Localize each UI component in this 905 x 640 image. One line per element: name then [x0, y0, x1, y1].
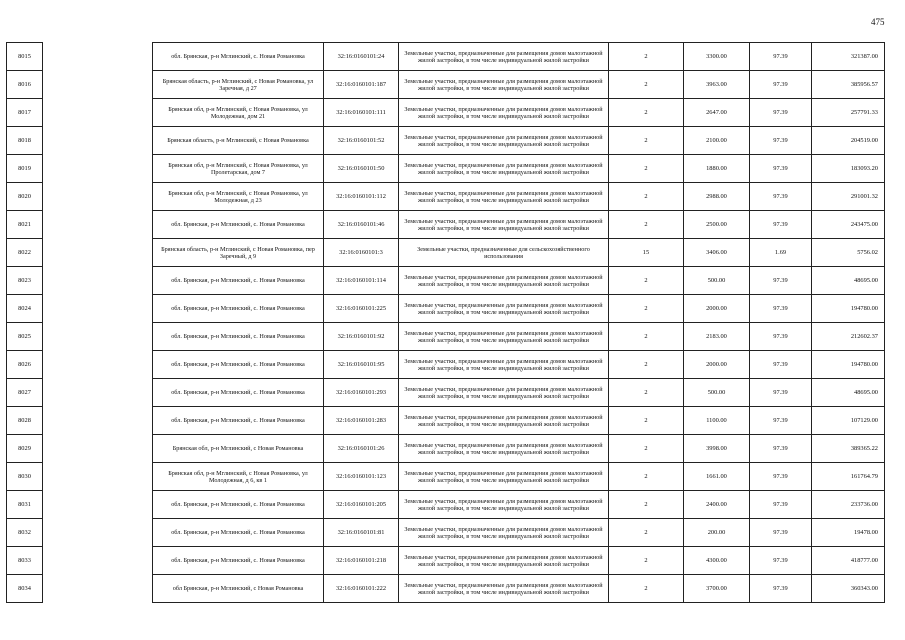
spacer-cell — [43, 43, 153, 71]
record-number-cell: 8025 — [7, 323, 43, 351]
table-row — [7, 351, 885, 379]
spacer-cell — [43, 295, 153, 323]
cadastral-value-cell: 389365.22 — [812, 435, 885, 463]
land-use-cell: Земельные участки, предназначенные для размещения домов малоэтажной жилой застройки, в том числе индивидуальной жилой застройки — [399, 43, 609, 71]
land-use-cell: Земельные участки, предназначенные для размещения домов малоэтажной жилой застройки, в том числе индивидуальной жилой застройки — [399, 351, 609, 379]
unit-value-cell: 97.39 — [750, 351, 812, 379]
cadastral-number-cell: 32:16:0160101:52 — [324, 127, 399, 155]
cadastral-value-cell: 418777.00 — [812, 547, 885, 575]
area-cell: 3998.00 — [684, 435, 750, 463]
spacer-cell — [43, 463, 153, 491]
cadastral-value-cell: 385956.57 — [812, 71, 885, 99]
record-number-cell: 8015 — [7, 43, 43, 71]
use-group-cell: 15 — [609, 239, 684, 267]
table-row — [7, 491, 885, 519]
cadastral-value-cell: 19478.00 — [812, 519, 885, 547]
cadastral-number-cell: 32:16:0160101:225 — [324, 295, 399, 323]
table-row — [7, 183, 885, 211]
record-number-cell: 8022 — [7, 239, 43, 267]
unit-value-cell: 97.39 — [750, 211, 812, 239]
unit-value-cell: 97.39 — [750, 155, 812, 183]
unit-value-cell: 97.39 — [750, 407, 812, 435]
spacer-cell — [43, 575, 153, 603]
area-cell: 2988.00 — [684, 183, 750, 211]
land-use-cell: Земельные участки, предназначенные для размещения домов малоэтажной жилой застройки, в том числе индивидуальной жилой застройки — [399, 323, 609, 351]
record-number-cell: 8031 — [7, 491, 43, 519]
unit-value-cell: 97.39 — [750, 323, 812, 351]
cadastral-value-cell: 360343.00 — [812, 575, 885, 603]
cadastral-value-cell: 161764.79 — [812, 463, 885, 491]
area-cell: 4300.00 — [684, 547, 750, 575]
table-row — [7, 43, 885, 71]
page-number: 475 — [871, 17, 885, 27]
address-cell: обл. Брянская, р-н Мглинский, с. Новая Романовка — [153, 323, 324, 351]
land-use-cell: Земельные участки, предназначенные для размещения домов малоэтажной жилой застройки, в том числе индивидуальной жилой застройки — [399, 267, 609, 295]
land-use-cell: Земельные участки, предназначенные для размещения домов малоэтажной жилой застройки, в том числе индивидуальной жилой застройки — [399, 407, 609, 435]
record-number-cell: 8023 — [7, 267, 43, 295]
land-use-cell: Земельные участки, предназначенные для размещения домов малоэтажной жилой застройки, в том числе индивидуальной жилой застройки — [399, 211, 609, 239]
use-group-cell: 2 — [609, 183, 684, 211]
table-row — [7, 239, 885, 267]
table-row — [7, 519, 885, 547]
use-group-cell: 2 — [609, 547, 684, 575]
table-row — [7, 211, 885, 239]
cadastral-number-cell: 32:16:0160101:114 — [324, 267, 399, 295]
spacer-cell — [43, 547, 153, 575]
spacer-cell — [43, 519, 153, 547]
table-row — [7, 463, 885, 491]
unit-value-cell: 97.39 — [750, 183, 812, 211]
cadastral-value-cell: 107129.00 — [812, 407, 885, 435]
use-group-cell: 2 — [609, 211, 684, 239]
area-cell: 3700.00 — [684, 575, 750, 603]
land-use-cell: Земельные участки, предназначенные для размещения домов малоэтажной жилой застройки, в том числе индивидуальной жилой застройки — [399, 491, 609, 519]
cadastral-number-cell: 32:16:0160101:50 — [324, 155, 399, 183]
cadastral-value-cell: 194780.00 — [812, 351, 885, 379]
area-cell: 500.00 — [684, 267, 750, 295]
unit-value-cell: 97.39 — [750, 71, 812, 99]
record-number-cell: 8024 — [7, 295, 43, 323]
land-use-cell: Земельные участки, предназначенные для размещения домов малоэтажной жилой застройки, в том числе индивидуальной жилой застройки — [399, 519, 609, 547]
spacer-cell — [43, 239, 153, 267]
land-registry-table — [6, 42, 885, 603]
address-cell: Брянская обл, р-н Мглинский, с Новая Романовка, ул Молодежная, д 23 — [153, 183, 324, 211]
use-group-cell: 2 — [609, 463, 684, 491]
cadastral-number-cell: 32:16:0160101:218 — [324, 547, 399, 575]
unit-value-cell: 97.39 — [750, 491, 812, 519]
address-cell: обл. Брянская, р-н Мглинский, с. Новая Романовка — [153, 379, 324, 407]
record-number-cell: 8033 — [7, 547, 43, 575]
area-cell: 2400.00 — [684, 491, 750, 519]
cadastral-number-cell: 32:16:0160101:293 — [324, 379, 399, 407]
land-use-cell: Земельные участки, предназначенные для размещения домов малоэтажной жилой застройки, в том числе индивидуальной жилой застройки — [399, 435, 609, 463]
record-number-cell: 8032 — [7, 519, 43, 547]
unit-value-cell: 97.39 — [750, 575, 812, 603]
cadastral-value-cell: 5756.02 — [812, 239, 885, 267]
address-cell: Брянская обл, р-н Мглинский, с Новая Романовка, ул Молодежная, дом 21 — [153, 99, 324, 127]
cadastral-value-cell: 194780.00 — [812, 295, 885, 323]
address-cell: обл Брянская, р-н Мглинский, с Новая Романовка — [153, 575, 324, 603]
unit-value-cell: 1.69 — [750, 239, 812, 267]
unit-value-cell: 97.39 — [750, 267, 812, 295]
use-group-cell: 2 — [609, 379, 684, 407]
address-cell: обл. Брянская, р-н Мглинский, с. Новая Романовка — [153, 267, 324, 295]
record-number-cell: 8034 — [7, 575, 43, 603]
address-cell: обл. Брянская, р-н Мглинский, с. Новая Романовка — [153, 351, 324, 379]
address-cell: обл. Брянская, р-н Мглинский, с. Новая Романовка — [153, 519, 324, 547]
address-cell: обл. Брянская, р-н Мглинский, с. Новая Романовка — [153, 295, 324, 323]
cadastral-value-cell: 183093.20 — [812, 155, 885, 183]
use-group-cell: 2 — [609, 491, 684, 519]
land-use-cell: Земельные участки, предназначенные для размещения домов малоэтажной жилой застройки, в том числе индивидуальной жилой застройки — [399, 295, 609, 323]
use-group-cell: 2 — [609, 519, 684, 547]
land-use-cell: Земельные участки, предназначенные для размещения домов малоэтажной жилой застройки, в том числе индивидуальной жилой застройки — [399, 575, 609, 603]
area-cell: 2500.00 — [684, 211, 750, 239]
use-group-cell: 2 — [609, 127, 684, 155]
table-row — [7, 407, 885, 435]
cadastral-number-cell: 32:16:0160101:3 — [324, 239, 399, 267]
cadastral-number-cell: 32:16:0160101:222 — [324, 575, 399, 603]
spacer-cell — [43, 127, 153, 155]
table-row — [7, 379, 885, 407]
cadastral-number-cell: 32:16:0160101:112 — [324, 183, 399, 211]
cadastral-number-cell: 32:16:0160101:111 — [324, 99, 399, 127]
cadastral-number-cell: 32:16:0160101:123 — [324, 463, 399, 491]
land-use-cell: Земельные участки, предназначенные для размещения домов малоэтажной жилой застройки, в том числе индивидуальной жилой застройки — [399, 379, 609, 407]
record-number-cell: 8019 — [7, 155, 43, 183]
table-row — [7, 155, 885, 183]
unit-value-cell: 97.39 — [750, 379, 812, 407]
use-group-cell: 2 — [609, 575, 684, 603]
address-cell: Брянская обл, р-н Мглинский, с Новая Романовка, ул Молодежная, д 6, кв 1 — [153, 463, 324, 491]
table-row — [7, 267, 885, 295]
area-cell: 1880.00 — [684, 155, 750, 183]
table-row — [7, 127, 885, 155]
record-number-cell: 8028 — [7, 407, 43, 435]
cadastral-value-cell: 243475.00 — [812, 211, 885, 239]
use-group-cell: 2 — [609, 99, 684, 127]
spacer-cell — [43, 323, 153, 351]
spacer-cell — [43, 267, 153, 295]
unit-value-cell: 97.39 — [750, 99, 812, 127]
cadastral-number-cell: 32:16:0160101:46 — [324, 211, 399, 239]
cadastral-value-cell: 233736.00 — [812, 491, 885, 519]
area-cell: 3406.00 — [684, 239, 750, 267]
land-use-cell: Земельные участки, предназначенные для размещения домов малоэтажной жилой застройки, в том числе индивидуальной жилой застройки — [399, 547, 609, 575]
area-cell: 2183.00 — [684, 323, 750, 351]
unit-value-cell: 97.39 — [750, 463, 812, 491]
record-number-cell: 8020 — [7, 183, 43, 211]
address-cell: Брянская обл, р-н Мглинский, с Новая Романовка — [153, 435, 324, 463]
cadastral-number-cell: 32:16:0160101:26 — [324, 435, 399, 463]
land-use-cell: Земельные участки, предназначенные для размещения домов малоэтажной жилой застройки, в том числе индивидуальной жилой застройки — [399, 463, 609, 491]
record-number-cell: 8018 — [7, 127, 43, 155]
spacer-cell — [43, 379, 153, 407]
cadastral-value-cell: 212602.37 — [812, 323, 885, 351]
cadastral-number-cell: 32:16:0160101:95 — [324, 351, 399, 379]
cadastral-number-cell: 32:16:0160101:187 — [324, 71, 399, 99]
use-group-cell: 2 — [609, 267, 684, 295]
unit-value-cell: 97.39 — [750, 127, 812, 155]
land-use-cell: Земельные участки, предназначенные для размещения домов малоэтажной жилой застройки, в том числе индивидуальной жилой застройки — [399, 71, 609, 99]
cadastral-value-cell: 257791.33 — [812, 99, 885, 127]
cadastral-number-cell: 32:16:0160101:283 — [324, 407, 399, 435]
address-cell: Брянская область, р-н Мглинский, с Новая Романовка — [153, 127, 324, 155]
record-number-cell: 8017 — [7, 99, 43, 127]
use-group-cell: 2 — [609, 295, 684, 323]
spacer-cell — [43, 71, 153, 99]
cadastral-value-cell: 291001.32 — [812, 183, 885, 211]
use-group-cell: 2 — [609, 323, 684, 351]
cadastral-number-cell: 32:16:0160101:81 — [324, 519, 399, 547]
table-body — [7, 43, 885, 603]
land-use-cell: Земельные участки, предназначенные для размещения домов малоэтажной жилой застройки, в том числе индивидуальной жилой застройки — [399, 183, 609, 211]
land-use-cell: Земельные участки, предназначенные для сельскохозяйственного использования — [399, 239, 609, 267]
table-row — [7, 547, 885, 575]
land-use-cell: Земельные участки, предназначенные для размещения домов малоэтажной жилой застройки, в том числе индивидуальной жилой застройки — [399, 127, 609, 155]
table-row — [7, 575, 885, 603]
spacer-cell — [43, 435, 153, 463]
use-group-cell: 2 — [609, 351, 684, 379]
address-cell: обл. Брянская, р-н Мглинский, с. Новая Романовка — [153, 43, 324, 71]
area-cell: 200.00 — [684, 519, 750, 547]
spacer-cell — [43, 351, 153, 379]
land-use-cell: Земельные участки, предназначенные для размещения домов малоэтажной жилой застройки, в том числе индивидуальной жилой застройки — [399, 155, 609, 183]
land-use-cell: Земельные участки, предназначенные для размещения домов малоэтажной жилой застройки, в том числе индивидуальной жилой застройки — [399, 99, 609, 127]
address-cell: Брянская область, р-н Мглинский, с Новая Романовка, ул Заречная, д 27 — [153, 71, 324, 99]
spacer-cell — [43, 407, 153, 435]
record-number-cell: 8026 — [7, 351, 43, 379]
area-cell: 3963.00 — [684, 71, 750, 99]
address-cell: обл. Брянская, р-н Мглинский, с. Новая Романовка — [153, 491, 324, 519]
area-cell: 2100.00 — [684, 127, 750, 155]
record-number-cell: 8030 — [7, 463, 43, 491]
unit-value-cell: 97.39 — [750, 435, 812, 463]
cadastral-number-cell: 32:16:0160101:24 — [324, 43, 399, 71]
use-group-cell: 2 — [609, 43, 684, 71]
unit-value-cell: 97.39 — [750, 547, 812, 575]
area-cell: 2000.00 — [684, 295, 750, 323]
area-cell: 3300.00 — [684, 43, 750, 71]
use-group-cell: 2 — [609, 407, 684, 435]
record-number-cell: 8021 — [7, 211, 43, 239]
table-row — [7, 295, 885, 323]
spacer-cell — [43, 99, 153, 127]
use-group-cell: 2 — [609, 71, 684, 99]
area-cell: 2000.00 — [684, 351, 750, 379]
area-cell: 500.00 — [684, 379, 750, 407]
spacer-cell — [43, 183, 153, 211]
cadastral-value-cell: 204519.00 — [812, 127, 885, 155]
area-cell: 2647.00 — [684, 99, 750, 127]
area-cell: 1100.00 — [684, 407, 750, 435]
address-cell: обл. Брянская, р-н Мглинский, с. Новая Романовка — [153, 211, 324, 239]
unit-value-cell: 97.39 — [750, 43, 812, 71]
spacer-cell — [43, 155, 153, 183]
use-group-cell: 2 — [609, 155, 684, 183]
address-cell: обл. Брянская, р-н Мглинский, с. Новая Романовка — [153, 407, 324, 435]
cadastral-number-cell: 32:16:0160101:205 — [324, 491, 399, 519]
table-row — [7, 435, 885, 463]
address-cell: обл. Брянская, р-н Мглинский, с. Новая Романовка — [153, 547, 324, 575]
table-row — [7, 71, 885, 99]
address-cell: Брянская область, р-н Мглинский, с Новая Романовка, пер Заречный, д 9 — [153, 239, 324, 267]
spacer-cell — [43, 211, 153, 239]
address-cell: Брянская обл, р-н Мглинский, с Новая Романовка, ул Пролетарская, дом 7 — [153, 155, 324, 183]
spacer-cell — [43, 491, 153, 519]
use-group-cell: 2 — [609, 435, 684, 463]
table-row — [7, 323, 885, 351]
cadastral-value-cell: 48695.00 — [812, 379, 885, 407]
area-cell: 1661.00 — [684, 463, 750, 491]
cadastral-value-cell: 321387.00 — [812, 43, 885, 71]
cadastral-value-cell: 48695.00 — [812, 267, 885, 295]
unit-value-cell: 97.39 — [750, 295, 812, 323]
record-number-cell: 8029 — [7, 435, 43, 463]
cadastral-number-cell: 32:16:0160101:92 — [324, 323, 399, 351]
table-row — [7, 99, 885, 127]
record-number-cell: 8027 — [7, 379, 43, 407]
record-number-cell: 8016 — [7, 71, 43, 99]
unit-value-cell: 97.39 — [750, 519, 812, 547]
